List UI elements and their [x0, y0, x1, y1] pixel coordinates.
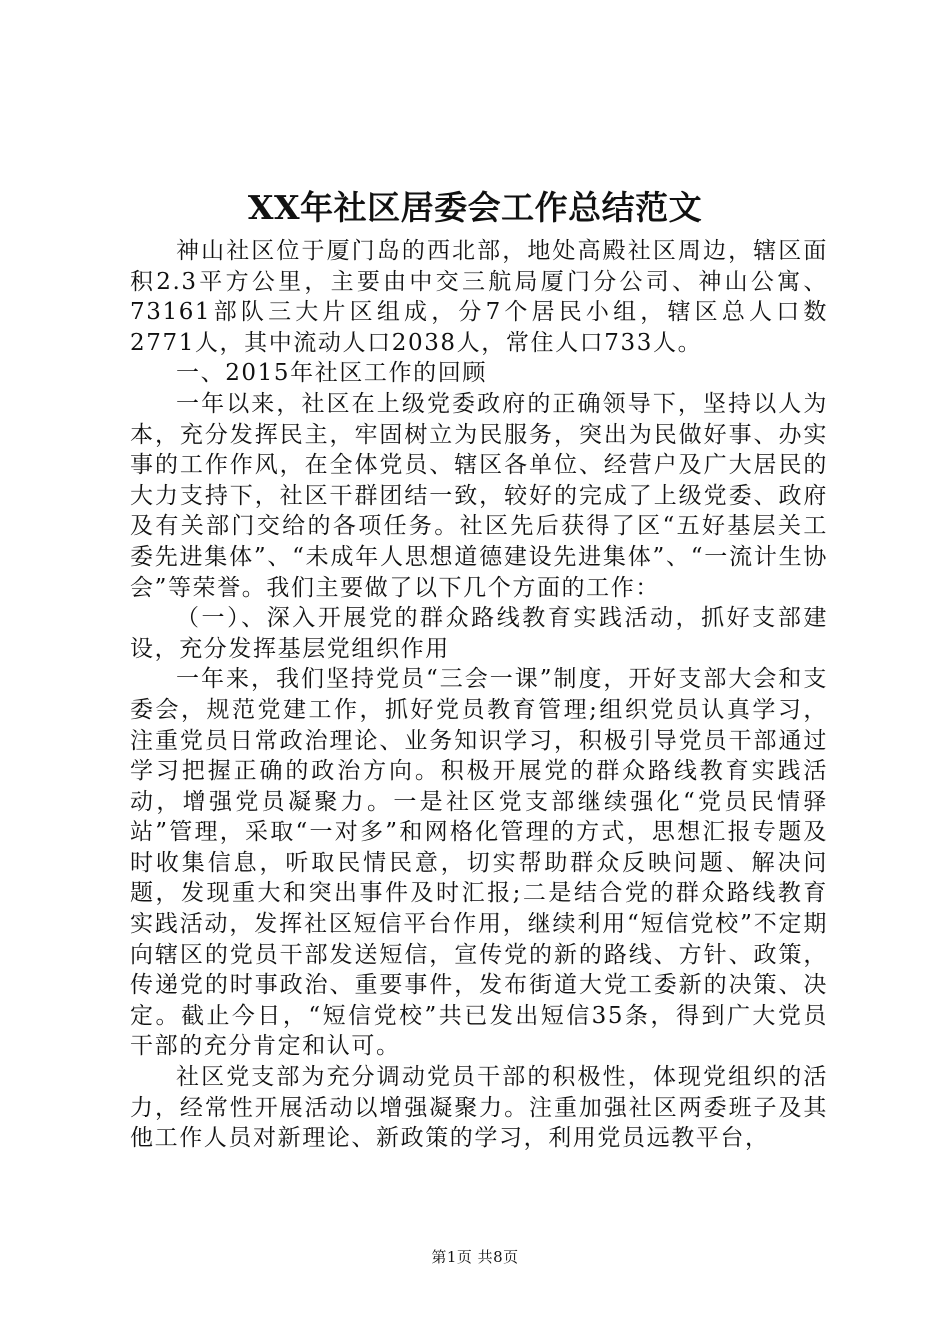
paragraph-party-education: 一年来，我们坚持党员“三会一课”制度，开好支部大会和支委会，规范党建工作，抓好党员教育管理;组织党员认真学习，注重党员日常政治理论、业务知识学习，积极引导党员干部通过学习把握正确的政治方向。积极开展党的群众路线教育实践活动，增强党员凝聚力。一是社区党支部继续强化“党员民情驿站”管理，采取“一对多”和网格化管理的方式，思想汇报专题及时收集信息，听取民情民意，切实帮助群众反映问题、解决问题，发现重大和突出事件及时汇报;二是结合党的群众路线教育实践活动，发挥社区短信平台作用，继续利用“短信党校”不定期向辖区的党员干部发送短信，宣传党的新的路线、方针、政策，传递党的时事政治、重要事件，发布街道大党工委新的决策、决定。截止今日，“短信党校”共已发出短信35条，得到广大党员干部的充分肯定和认可。 [130, 666, 828, 1060]
paragraph-community-overview: 神山社区位于厦门岛的西北部，地处高殿社区周边，辖区面积2.3平方公里，主要由中交三航局厦门分公司、神山公寓、73161部队三大片区组成，分7个居民小组，辖区总人口数2771人，其中流动人口2038人，常住人口733人。 [130, 238, 828, 356]
paragraph-annual-summary: 一年以来，社区在上级党委政府的正确领导下，坚持以人为本，充分发挥民主，牢固树立为民服务，突出为民做好事、办实事的工作作风，在全体党员、辖区各单位、经营户及广大居民的大力支持下，社区干群团结一致，较好的完成了上级党委、政府及有关部门交给的各项任务。社区先后获得了区“五好基层关工委先进集体”、“未成年人思想道德建设先进集体”、“一流计生协会”等荣誉。我们主要做了以下几个方面的工作： [130, 390, 828, 601]
section-heading-review: 一、2015年社区工作的回顾 [176, 360, 487, 387]
subsection-heading-party-building: （一）、深入开展党的群众路线教育实践活动，抓好支部建设，充分发挥基层党组织作用 [130, 605, 828, 662]
document-body [130, 236, 828, 1154]
document-title: XX年社区居委会工作总结范文 [247, 188, 703, 227]
page-number-footer: 第1页 共8页 [431, 1248, 519, 1266]
paragraph-party-activities: 社区党支部为充分调动党员干部的积极性，体现党组织的活力，经常性开展活动以增强凝聚力。注重加强社区两委班子及其他工作人员对新理论、新政策的学习，利用党员远教平台， [130, 1064, 828, 1152]
